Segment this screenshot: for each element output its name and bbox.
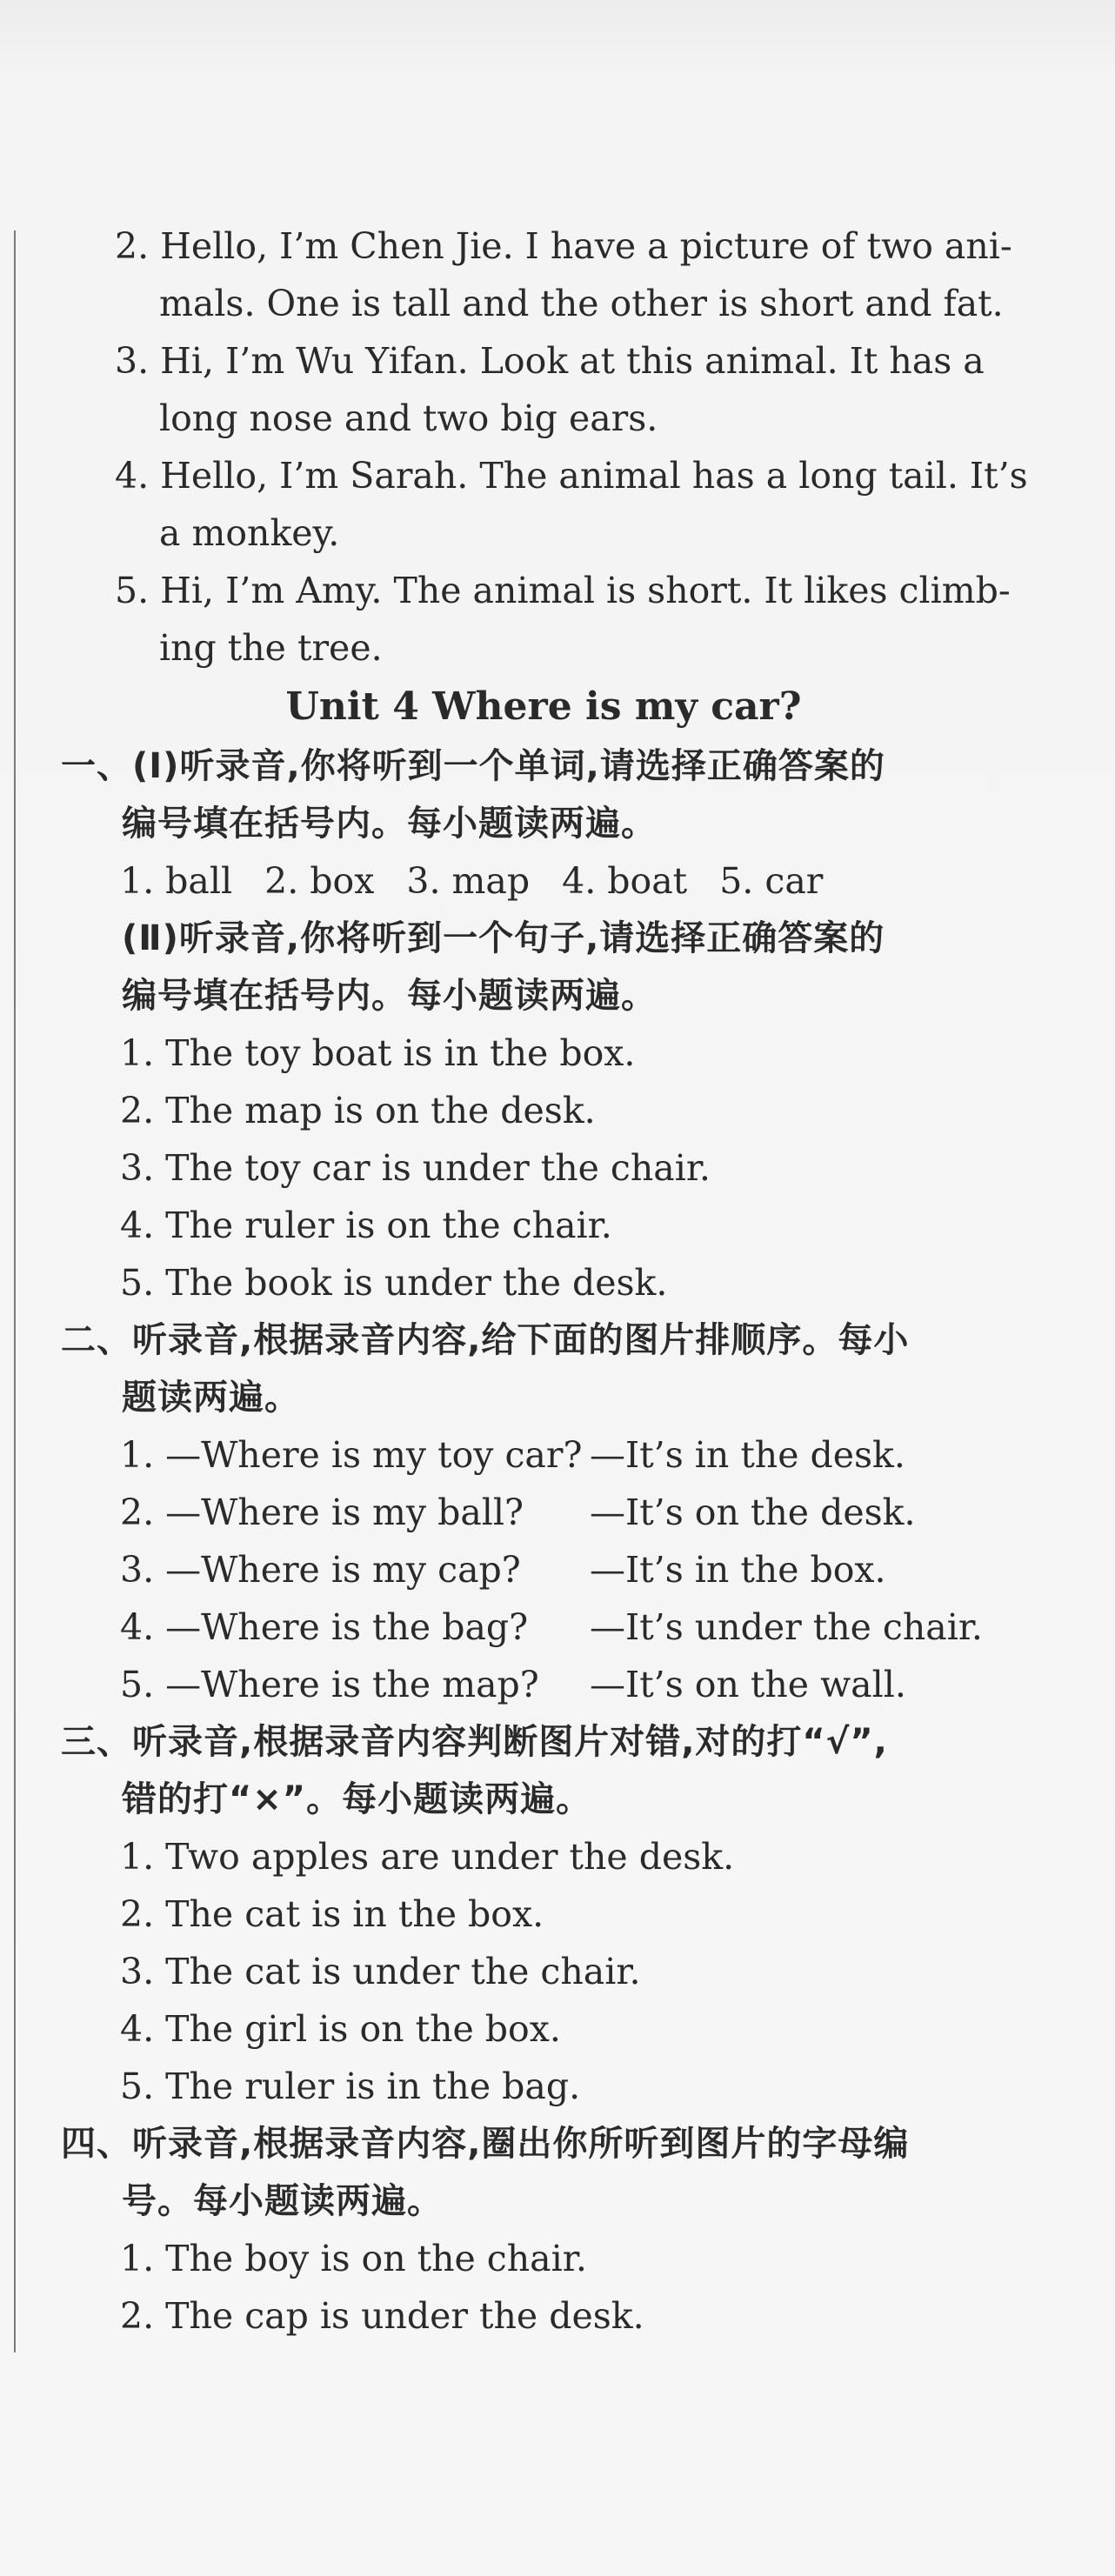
section-3-heading: 三、听录音,根据录音内容判断图片对错,对的打“√”, bbox=[61, 1722, 888, 1762]
section-1-heading-2-cont: 编号填在括号内。每小题读两遍。 bbox=[122, 976, 657, 1016]
para-3-line-1: 3. Hi, I’m Wu Yifan. Look at this animal. It has a bbox=[115, 340, 985, 382]
document-body bbox=[61, 217, 1061, 2345]
sentence-item: 2. The cap is under the desk. bbox=[120, 2295, 644, 2337]
sentence-item: 1. Two apples are under the desk. bbox=[120, 1836, 735, 1878]
dialog-question: 1. —Where is my toy car? bbox=[120, 1434, 583, 1476]
dialog-question: 5. —Where is the map? bbox=[120, 1664, 539, 1705]
sentence-item: 2. The map is on the desk. bbox=[120, 1090, 596, 1131]
para-5-line-1: 5. Hi, I’m Amy. The animal is short. It likes climb- bbox=[115, 570, 1011, 611]
dialog-question: 4. —Where is the bag? bbox=[120, 1606, 529, 1648]
sentence-item: 4. The ruler is on the chair. bbox=[120, 1205, 612, 1246]
dialog-answer: —It’s under the chair. bbox=[590, 1606, 983, 1648]
sentence-item: 3. The toy car is under the chair. bbox=[120, 1147, 711, 1189]
word-2: 2. box bbox=[264, 860, 375, 902]
sentence-item: 5. The ruler is in the bag. bbox=[120, 2065, 581, 2107]
section-3-heading-cont: 错的打“×”。每小题读两遍。 bbox=[122, 1779, 592, 1819]
section-4-heading: 四、听录音,根据录音内容,圈出你所听到图片的字母编 bbox=[61, 2124, 910, 2164]
para-4-line-2: a monkey. bbox=[159, 512, 340, 554]
dialog-question: 2. —Where is my ball? bbox=[120, 1492, 524, 1533]
sentence-item: 5. The book is under the desk. bbox=[120, 1262, 668, 1304]
unit-title: Unit 4 Where is my car? bbox=[285, 684, 802, 729]
para-5-line-2: ing the tree. bbox=[159, 627, 383, 669]
dialog-answer: —It’s on the wall. bbox=[590, 1664, 906, 1705]
para-2-line-1: 2. Hello, I’m Chen Jie. I have a picture of two ani- bbox=[115, 225, 1012, 267]
dialog-item bbox=[61, 1541, 1061, 1598]
para-2-line-2: mals. One is tall and the other is short and fat. bbox=[159, 283, 1004, 324]
dialog-item bbox=[61, 1598, 1061, 1656]
word-1: 1. ball bbox=[120, 860, 233, 902]
section-1-heading-1: 一、(Ⅰ)听录音,你将听到一个单词,请选择正确答案的 bbox=[61, 746, 885, 786]
dialog-answer: —It’s on the desk. bbox=[590, 1492, 916, 1533]
dialog-item bbox=[61, 1426, 1061, 1484]
sentence-item: 3. The cat is under the chair. bbox=[120, 1951, 641, 1992]
section-4-heading-cont: 号。每小题读两遍。 bbox=[122, 2181, 443, 2221]
sentence-item: 4. The girl is on the box. bbox=[120, 2008, 561, 2050]
margin-rule bbox=[14, 230, 16, 2352]
word-5: 5. car bbox=[719, 860, 824, 902]
para-4-line-1: 4. Hello, I’m Sarah. The animal has a long tail. It’s bbox=[115, 455, 1028, 497]
section-2-heading: 二、听录音,根据录音内容,给下面的图片排顺序。每小 bbox=[61, 1320, 910, 1360]
section-2-heading-cont: 题读两遍。 bbox=[122, 1378, 300, 1418]
section-1-heading-1-cont: 编号填在括号内。每小题读两遍。 bbox=[122, 804, 657, 844]
sentence-item: 1. The toy boat is in the box. bbox=[120, 1032, 636, 1074]
sentence-item: 2. The cat is in the box. bbox=[120, 1893, 544, 1935]
dialog-answer: —It’s in the desk. bbox=[590, 1434, 905, 1476]
section-1-word-list bbox=[61, 852, 1061, 910]
dialog-item bbox=[61, 1656, 1061, 1713]
dialog-question: 3. —Where is my cap? bbox=[120, 1549, 521, 1591]
para-3-line-2: long nose and two big ears. bbox=[159, 397, 658, 439]
sentence-item: 1. The boy is on the chair. bbox=[120, 2238, 587, 2279]
word-3: 3. map bbox=[406, 860, 531, 902]
word-4: 4. boat bbox=[562, 860, 688, 902]
dialog-answer: —It’s in the box. bbox=[590, 1549, 886, 1591]
dialog-item bbox=[61, 1484, 1061, 1541]
section-1-heading-2: (Ⅱ)听录音,你将听到一个句子,请选择正确答案的 bbox=[122, 918, 885, 958]
